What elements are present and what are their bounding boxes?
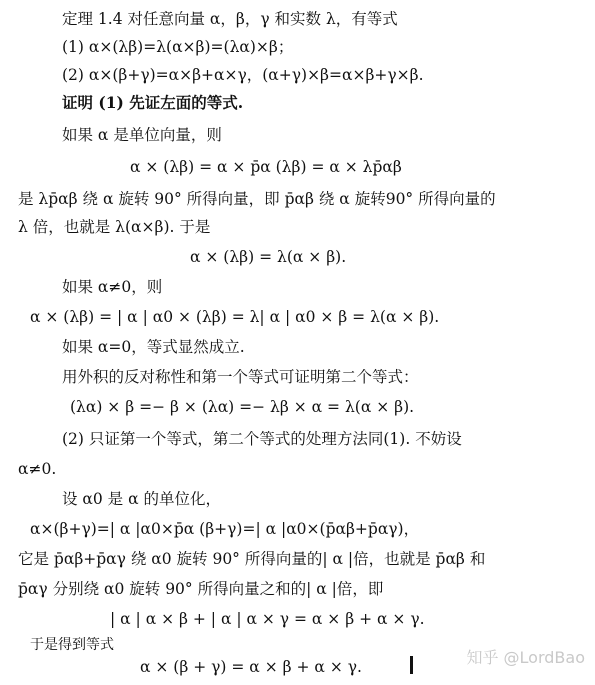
proof-heading: 证明 (1) 先证左面的等式. [62,93,244,112]
text-line: α≠0. [18,460,57,478]
display-equation: α×(β+γ)=| α |α0×p̄α (β+γ)=| α |α0×(p̄αβ+p̄αγ)， [30,520,420,538]
text-line: 设 α0 是 α 的单位化， [62,490,222,508]
text-line: 如果 α≠0，则 [62,278,163,296]
equation-2: (2) α×(β+γ)=α×β+α×γ，(α+γ)×β=α×β+γ×β. [62,66,424,84]
theorem-heading: 定理 1.4 对任意向量 α，β，γ 和实数 λ，有等式 [62,10,398,28]
text-line: λ 倍，也就是 λ(α×β). 于是 [18,218,211,236]
text-cursor [410,656,413,674]
display-equation: α × (β + γ) = α × β + α × γ. [140,658,362,676]
display-equation: α × (λβ) = | α | α0 × (λβ) = λ| α | α0 × β = λ(α × β). [30,308,440,326]
text-line: 于是得到等式 [30,637,114,653]
equation-1: (1) α×(λβ)=λ(α×β)=(λα)×β； [62,38,294,56]
text-line: (2) 只证第一个等式，第二个等式的处理方法同(1). 不妨设 [62,430,462,448]
display-equation: | α | α × β + | α | α × γ = α × β + α × γ. [110,610,425,628]
display-equation: α × (λβ) = λ(α × β). [190,248,347,266]
text-line: 它是 p̄αβ+p̄αγ 绕 α0 旋转 90° 所得向量的| α |倍，也就是 p̄αβ 和 [18,550,486,568]
display-equation: (λα) × β =− β × (λα) =− λβ × α = λ(α × β). [70,398,415,416]
display-equation: α × (λβ) = α × p̄α (λβ) = α × λp̄αβ [130,158,402,176]
text-line: 是 λp̄αβ 绕 α 旋转 90° 所得向量，即 p̄αβ 绕 α 旋转90° 所得向量的 [18,190,496,208]
watermark: 知乎 @LordBao [466,648,585,667]
text-line: p̄αγ 分别绕 α0 旋转 90° 所得向量之和的| α |倍，即 [18,580,384,598]
text-line: 用外积的反对称性和第一个等式可证明第二个等式： [62,368,419,386]
text-line: 如果 α=0，等式显然成立. [62,338,245,356]
text-line: 如果 α 是单位向量，则 [62,126,222,144]
